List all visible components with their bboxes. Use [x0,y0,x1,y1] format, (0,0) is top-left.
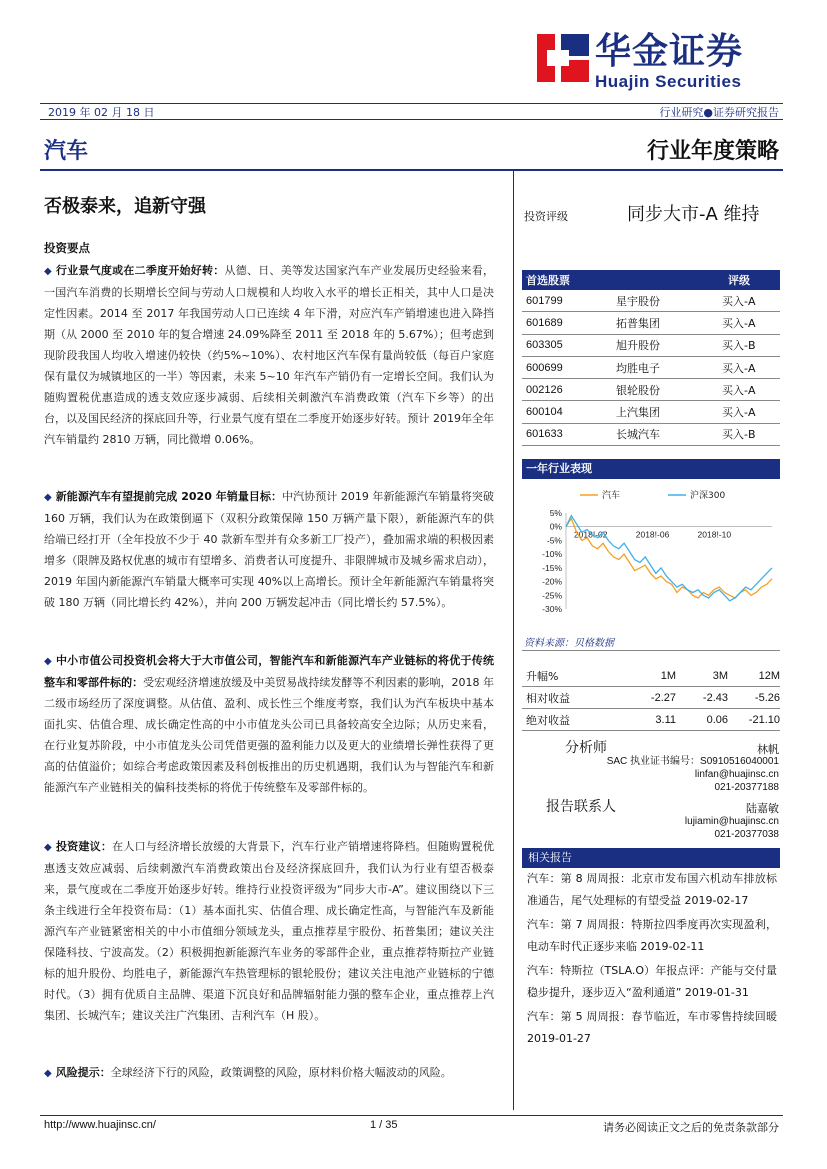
table-row [522,312,780,334]
legend-label: 汽车 [602,491,621,501]
stock-rating: 买入-B [722,339,756,353]
returns-header-row [522,665,780,687]
y-tick-label: -10% [542,549,562,560]
paragraph-body: 中汽协预计 2019 年新能源汽车销量将突破 160 万辆，我们认为在政策倒逼下（双积分政策保障 150 万辆产量下限），新能源汽车的供给端已经打开（全年投放不少于 40 款新车型并有众多新工厂投产），叠加需求端的积极因素增多（限牌及路权优惠的城市有望增多、消费者认可度提升、非限牌城市及城乡需求启动），2019 年国内新能源汽车销量大概率可实现 40%以上高增长。预计全年新能源汽车销量将突破 180 万辆（同比增长约 42%），并向 200 万辆发起冲击（同比增长约 57.5%）。 [44,490,494,609]
row-value: -5.26 [754,691,780,704]
report-title: 否极泰来，追新守强 [44,196,206,217]
stock-rating: 买入-A [722,406,756,420]
stock-name: 均胜电子 [616,361,660,375]
contact-title: 报告联系人 [546,799,616,815]
column-divider [513,170,514,1110]
report-type: 行业研究●证券研究报告 [659,106,779,119]
stock-name: 长城汽车 [616,428,660,442]
paragraph-body: 受宏观经济增速放缓及中美贸易战持续发酵等不利因素的影响，2018 年二级市场经历了深度调整。从估值、盈利、成长性三个维度考察，我们认为汽车板块中基本面扎实、估值合理、成长确定性高的中小市值龙头公司已具备较高安全边际；从历史来看，在行业复苏阶段，中小市值龙头公司凭借更强的盈利能力以及更大的业绩增长弹性获得了更高的估值溢价；如综合考虑政策因素及科创板推出的历史机遇期，我们认为与智能汽车和新能源汽车产业链相关的偏科技类标的将优于传统整车及零部件标的。 [44,676,494,794]
table-row [522,357,780,379]
paragraph-outlook [44,260,494,450]
table-row [522,709,780,731]
paragraph-head: 行业景气度或在二季度开始好转： [55,264,225,277]
related-reports-list [527,868,777,1052]
returns-table [522,665,780,731]
related-report-link[interactable]: 汽车：特斯拉（TSLA.O）年报点评：产能与交付量稳步提升，逐步迈入“盈利通道” 2019-01-31 [527,964,777,999]
contact-phone: 021-20377038 [714,829,779,840]
series-line [566,516,772,601]
header-rating: 评级 [728,274,750,287]
performance-header: 一年行业表现 [522,459,780,479]
table-row [522,401,780,423]
row-value: -21.10 [748,713,780,726]
row-value: -2.27 [650,691,676,704]
paragraph-smallcap [44,650,494,798]
y-tick-label: -20% [542,576,562,587]
x-tick-label: 2018!-06 [635,529,670,540]
contact-email[interactable]: lujiamin@huajinsc.cn [684,816,779,827]
industry-name: 汽车 [44,139,89,164]
x-tick-label: 2018!-02 [573,529,608,540]
returns-header-1m: 1M [660,669,676,682]
paragraph-head: 中小市值公司投资机会将大于大市值公司，智能汽车和新能源汽车产业链标的将优于传统整车和零部件标的： [44,654,494,689]
related-report-link[interactable]: 汽车：第 5 周周报：春节临近，车市零售持续回暖 2019-01-27 [527,1010,777,1045]
related-report-link[interactable]: 汽车：第 8 周周报：北京市发布国六机动车排放标准通告，尾气处理标的有望受益 2019-02-17 [527,872,777,907]
diamond-bullet-icon: ◆ [44,842,52,853]
row-value: -2.43 [702,691,728,704]
stock-code: 002126 [526,383,563,396]
source-divider [522,650,780,651]
legend-label: 沪深300 [690,491,726,501]
data-source: 资料来源：贝格数据 [524,638,614,649]
analyst-phone: 021-20377188 [714,782,779,793]
table-header [522,270,780,290]
y-tick-label: -5% [546,535,562,546]
rating-value: 同步大市-A 维持 [627,204,760,225]
related-report-link[interactable]: 汽车：第 7 周周报：特斯拉四季度再次实现盈利，电动车时代正逐步来临 2019-02-11 [527,918,777,953]
stock-code: 603305 [526,339,563,352]
y-tick-label: -15% [542,562,562,573]
stock-name: 星宇股份 [616,294,660,308]
header-stock: 首选股票 [526,274,570,287]
analyst-email[interactable]: linfan@huajinsc.cn [694,769,779,780]
diamond-bullet-icon: ◆ [44,656,52,667]
report-date: 2019 年 02 月 18 日 [48,106,155,119]
footer-disclaimer: 请务必阅读正文之后的免责条款部分 [603,1121,779,1134]
related-reports-header: 相关报告 [522,848,780,868]
paragraph-head: 新能源汽车有望提前完成 2020 年销量目标： [55,490,283,503]
row-value: 0.06 [706,713,728,726]
header-divider [40,169,783,171]
paragraph-body: 全球经济下行的风险，政策调整的风险，原材料价格大幅波动的风险。 [110,1066,452,1079]
y-tick-label: -25% [542,590,562,601]
row-value: 3.11 [655,713,676,726]
footer-divider [40,1115,783,1116]
analyst-name: 林帆 [757,743,779,756]
logo-en-text: Huajin Securities [595,72,742,91]
diamond-bullet-icon: ◆ [44,1068,52,1079]
paragraph-head: 投资建议： [55,840,113,853]
stock-rating: 买入-A [722,383,756,397]
page-number: 1 / 35 [370,1119,398,1131]
contact-info [685,815,779,841]
stock-name: 拓普集团 [616,316,660,330]
rating-label: 投资评级 [524,210,568,223]
table-row [522,290,780,312]
diamond-bullet-icon: ◆ [44,266,52,277]
row-label: 相对收益 [526,691,570,705]
stock-rating: 买入-A [722,361,756,375]
row-label: 绝对收益 [526,713,570,727]
paragraph-advice [44,836,494,1026]
footer-url-link[interactable]: http://www.huajinsc.cn/ [44,1119,156,1131]
analyst-title: 分析师 [565,740,607,756]
company-logo [537,30,783,94]
paragraph-body: 在人口与经济增长放缓的大背景下，汽车行业产销增速将降档。但随购置税优惠透支效应减弱、后续刺激汽车消费政策出台及经济探底回升，我们认为行业有望否极泰来，景气度或在二季度开始逐步好转。维持行业投资评级为“同步大市-A”。建议围绕以下三条主线进行全年投资布局：（1）基本面扎实、估值合理、成长确定性高，与智能汽车及新能源汽车产业链紧密相关的中小市值细分领域龙头，重点推荐星宇股份、拓普集团；建议关注保隆科技、宁波高发。（2）积极拥抱新能源汽车业务的零部件企业，重点推荐特斯拉产业链标的旭升股份、均胜电子，新能源汽车热管理标的银轮股份；建议关注电池产业链标的宁德时代。（3）拥有优质自主品牌、渠道下沉良好和品牌辐射能力强的整车企业，重点推荐上汽集团、长城汽车；建议关注广汽集团、吉利汽车（H 股）。 [44,840,495,1022]
preferred-stocks-table [522,270,780,446]
report-kind: 行业年度策略 [646,139,779,164]
huajin-logo-icon [537,30,589,86]
table-row [522,335,780,357]
logo-cn-text: 华金证券 [595,31,744,72]
stock-code: 601799 [526,294,563,307]
table-row [522,379,780,401]
stock-rating: 买入-B [722,428,756,442]
paragraph-head: 风险提示： [55,1066,111,1079]
stock-code: 600699 [526,361,563,374]
contact-name: 陆嘉敏 [746,802,779,815]
table-row [522,424,780,446]
section-label: 投资要点 [44,241,90,255]
stock-code: 601689 [526,316,563,329]
stock-code: 600104 [526,406,563,419]
y-tick-label: -30% [542,604,562,614]
paragraph-body: 从德、日、美等发达国家汽车产业发展历史经验来看，一国汽车消费的长期增长空间与劳动人口规模和人均收入水平的增长正相关，其中人口是决定性因素。2014 至 2017 年我国劳动人口已连续 4 年下滑，对应汽车产销增速也进入降挡期（从 2000 至 2010 年的复合增速 24.09%降至 2011 至 2018 年的 5.67%）；但考虑到现阶段我国人均收入增速仍较快（约5%~10%）、农村地区汽车保有量尚较低（每百户家庭保有量仅为城镇地区的一半）等因素，未来 5~10 年汽车产销仍有一定增长空间。我们认为随购置税优惠造成的透支效应逐步减弱、后续相关刺激汽车消费政策（汽车下乡等）的出台，以及国民经济的探底回升等，行业景气度有望在二季度开始逐步好转。预计 2019年全年汽车销量约 2810 万辆，同比微增 0.06%。 [44,264,494,446]
x-tick-label: 2018!-10 [697,529,732,540]
stock-name: 上汽集团 [616,406,660,420]
y-tick-label: 5% [549,508,562,518]
paragraph-nev [44,486,494,613]
returns-header-label: 升幅% [526,669,559,683]
analyst-cert: SAC 执业证书编号：S0910516040001 [606,756,779,767]
table-row [522,687,780,709]
stock-code: 601633 [526,428,563,441]
returns-header-12m: 12M [758,669,780,682]
industry-performance-chart [522,483,780,628]
stock-name: 旭升股份 [616,339,660,353]
stock-name: 银轮股份 [616,383,660,397]
stock-rating: 买入-A [722,316,756,330]
paragraph-risk [44,1062,494,1084]
stock-rating: 买入-A [722,294,756,308]
returns-header-3m: 3M [712,669,728,682]
diamond-bullet-icon: ◆ [44,492,52,503]
y-tick-label: 0% [549,521,562,532]
analyst-info [607,755,779,794]
